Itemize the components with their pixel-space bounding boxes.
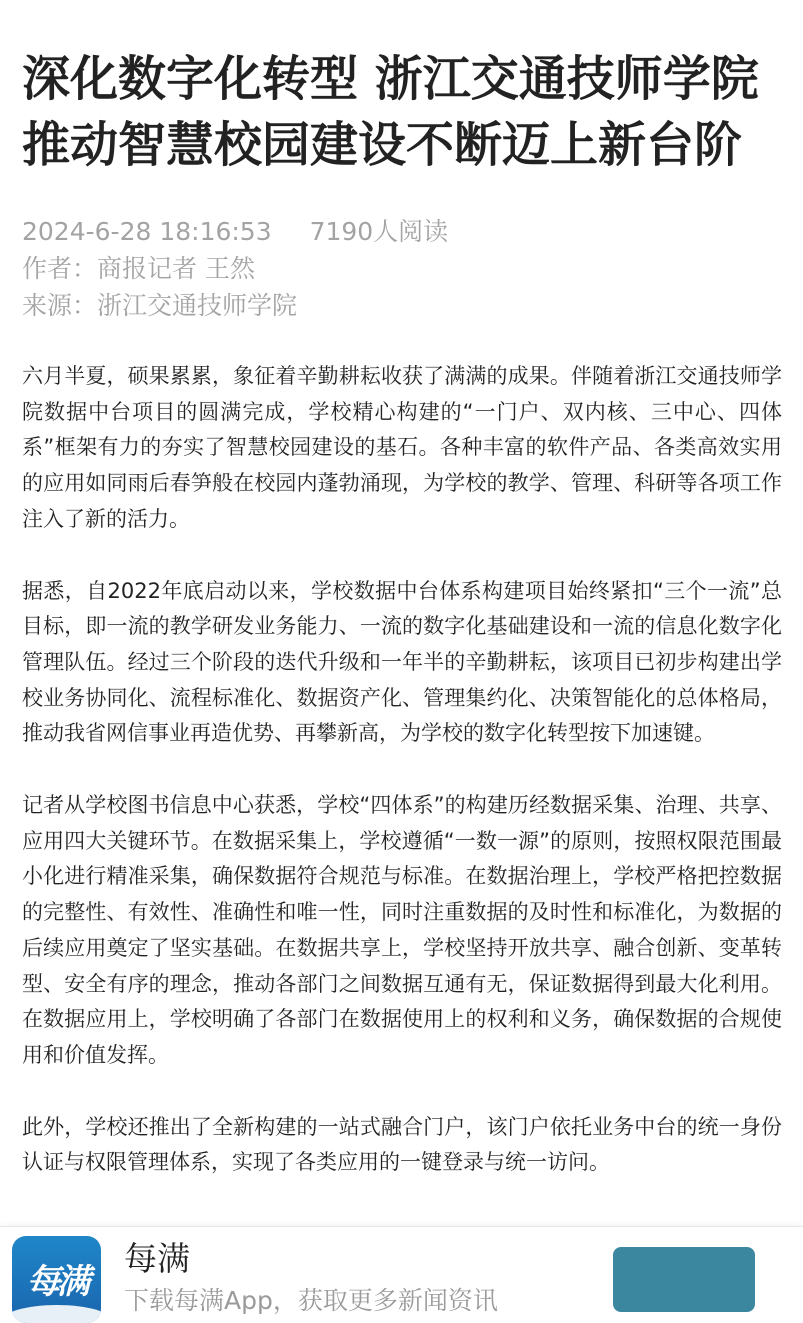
article-title: 深化数字化转型 浙江交通技师学院推动智慧校园建设不断迈上新台阶: [22, 51, 759, 173]
article: [22, 46, 782, 1217]
meiman-app-icon[interactable]: [12, 1236, 101, 1323]
source-line: 来源：浙江交通技师学院: [22, 291, 298, 320]
meta-time-row: [22, 213, 782, 250]
app-description: 下载每满App，获取更多新闻资讯: [124, 1286, 498, 1315]
article-paragraph: 此外，学校还推出了全新构建的一站式融合门户，该门户依托业务中台的统一身份认证与权限管理体系，实现了各类应用的一键登录与统一访问。: [22, 1114, 782, 1175]
author-line: 作者：商报记者 王然: [22, 254, 255, 283]
read-count: 7190人阅读: [309, 217, 449, 246]
article-paragraph: 据悉，自2022年底启动以来，学校数据中台体系构建项目始终紧扣“三个一流”总目标，即一流的教学研发业务能力、一流的数字化基础建设和一流的信息化数字化管理队伍。经过三个阶段的迭代升级和一年半的辛勤耕耘，该项目已初步构建出学校业务协同化、流程标准化、数据资产化、管理集约化、决策智能化的总体格局，推动我省网信事业再造优势、再攀新高，为学校的数字化转型按下加速键。: [22, 578, 782, 746]
app-icon-logo-text: 每满: [26, 1262, 87, 1302]
app-download-banner[interactable]: [0, 1226, 803, 1323]
publish-datetime: 2024-6-28 18:16:53: [22, 217, 272, 246]
app-name: 每满: [124, 1239, 190, 1278]
article-paragraph: 六月半夏，硕果累累，象征着辛勤耕耘收获了满满的成果。伴随着浙江交通技师学院数据中台项目的圆满完成，学校精心构建的“一门户、双内核、三中心、四体系”框架有力的夯实了智慧校园建设的基石。各种丰富的软件产品、各类高效实用的应用如同雨后春笋般在校园内蓬勃涌现，为学校的教学、管理、科研等各项工作注入了新的活力。: [22, 364, 782, 531]
app-icon-wave: [12, 1305, 101, 1323]
article-body: [22, 359, 782, 1181]
article-meta: [22, 213, 782, 324]
article-paragraph: 记者从学校图书信息中心获悉，学校“四体系”的构建历经数据采集、治理、共享、应用四大关键环节。在数据采集上，学校遵循“一数一源”的原则，按照权限范围最小化进行精准采集，确保数据符合规范与标准。在数据治理上，学校严格把控数据的完整性、有效性、准确性和唯一性，同时注重数据的及时性和标准化，为数据的后续应用奠定了坚实基础。在数据共享上，学校坚持开放共享、融合创新、变革转型、安全有序的理念，推动各部门之间数据互通有无，保证数据得到最大化利用。在数据应用上，学校明确了各部门在数据使用上的权利和义务，确保数据的合规使用和价值发挥。: [22, 793, 782, 1067]
open-app-button[interactable]: [613, 1247, 755, 1312]
